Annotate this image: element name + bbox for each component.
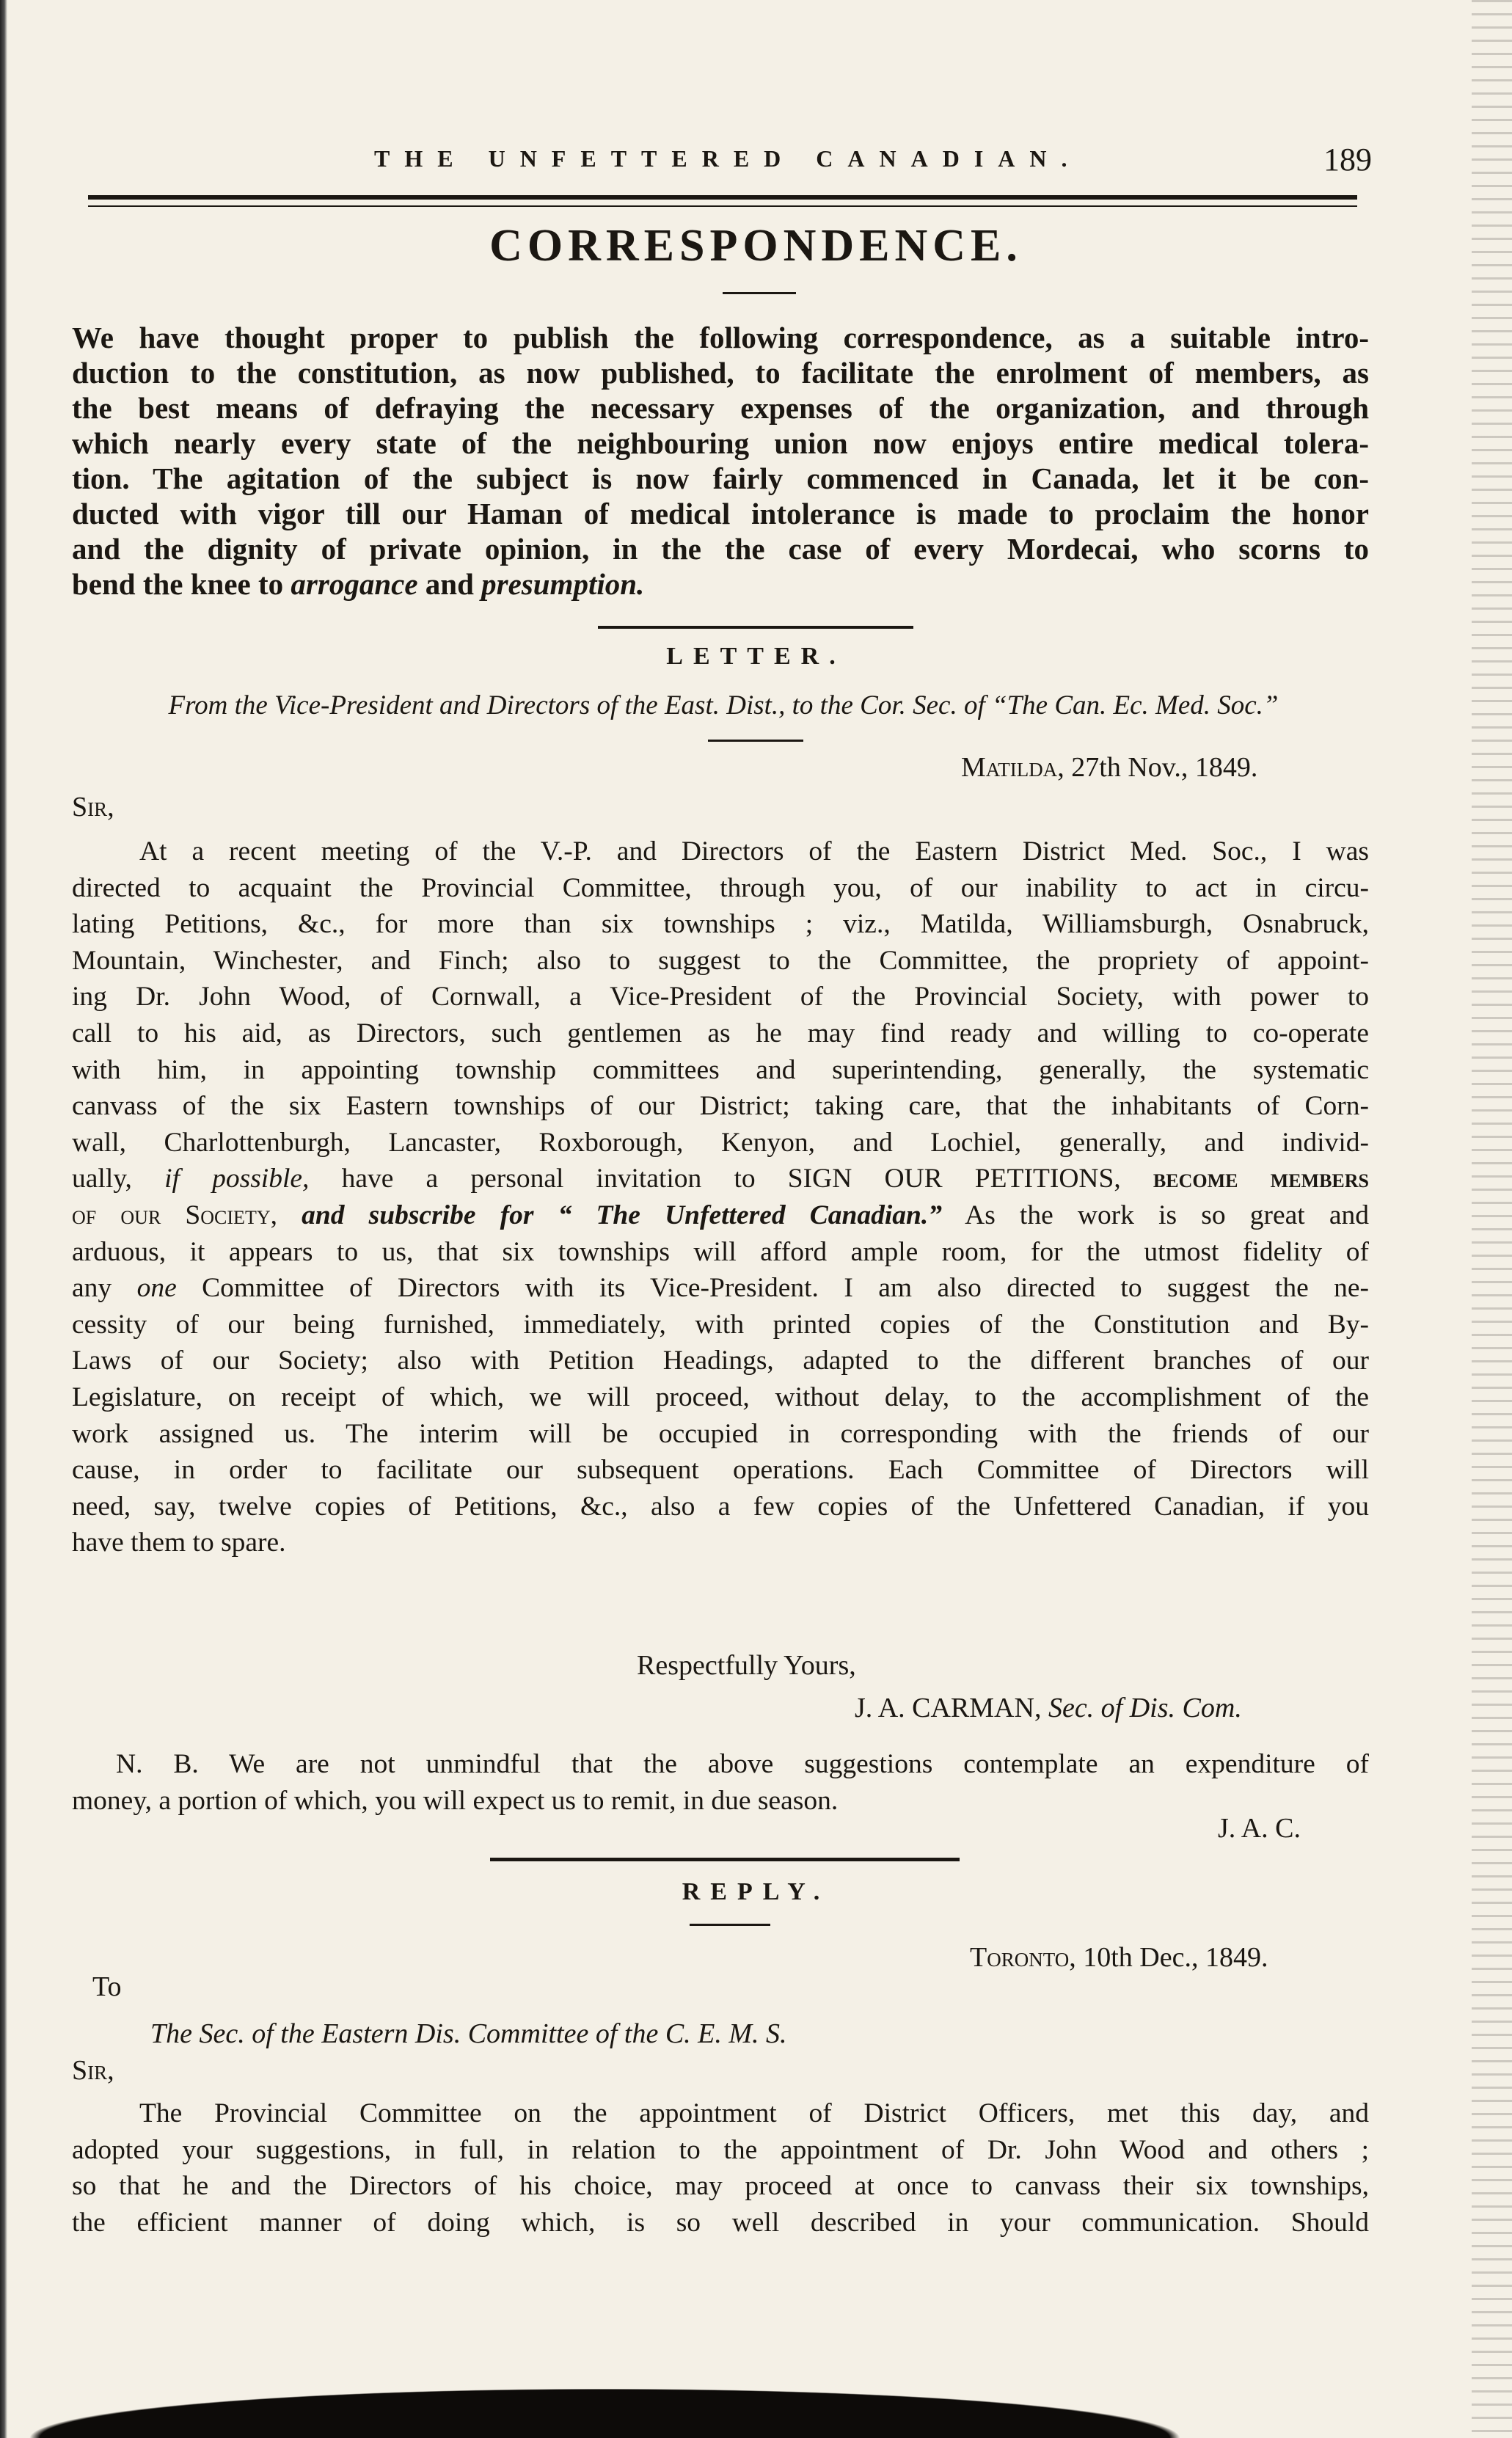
letter-rule-top bbox=[598, 626, 913, 629]
reply-line: the efficient manner of doing which, is so well described in your communication. Should bbox=[72, 2207, 1369, 2238]
letter-line: cause, in order to facilitate our subsequent operations. Each Committee of Directors will bbox=[72, 1455, 1369, 1486]
reply-to: To bbox=[92, 1971, 122, 2002]
letter-line: call to his aid, as Directors, such gentlemen as he may find ready and willing to co-operate bbox=[72, 1018, 1369, 1048]
letter-signature bbox=[855, 1692, 1242, 1724]
reply-date: 10th Dec., 1849. bbox=[1083, 1942, 1268, 1973]
intro-line: We have thought proper to publish the following correspondence, as a suitable intro- bbox=[72, 321, 1369, 354]
letter-text: ually, bbox=[72, 1164, 165, 1194]
letter-line: work assigned us. The interim will be occupied in corresponding with the friends of our bbox=[72, 1418, 1369, 1449]
title-rule bbox=[723, 292, 796, 294]
intro-line: tion. The agitation of the subject is now fairly commenced in Canada, let it be con- bbox=[72, 461, 1369, 495]
signature-title: Sec. of Dis. Com. bbox=[1048, 1693, 1242, 1723]
letter-body bbox=[72, 833, 1369, 1561]
letter-text: have a personal invitation to SIGN OUR PETITIONS, bbox=[309, 1164, 1153, 1194]
signature-name: J. A. CARMAN, bbox=[855, 1693, 1042, 1723]
letter-small-caps: become members bbox=[1153, 1164, 1369, 1194]
letter-italic: and subscribe for bbox=[277, 1200, 558, 1230]
reply-line: The Provincial Committee on the appointment of District Officers, met this day, and bbox=[139, 2098, 1369, 2128]
letter-italic-title: “ The Unfettered Canadian.” bbox=[558, 1200, 943, 1230]
letter-line: Laws of our Society; also with Petition Headings, adapted to the different branches of our bbox=[72, 1346, 1369, 1376]
intro-line: which nearly every state of the neighbouring union now enjoys entire medical tolera- bbox=[72, 426, 1369, 460]
intro-line: ducted with vigor till our Haman of medical intolerance is made to proclaim the honor bbox=[72, 497, 1369, 530]
letter-rule-bottom bbox=[708, 740, 803, 742]
letter-line: have them to spare. bbox=[72, 1528, 286, 1558]
letter-line: ing Dr. John Wood, of Cornwall, a Vice-President of the Provincial Society, with power to bbox=[72, 982, 1369, 1012]
reply-heading: REPLY. bbox=[682, 1878, 830, 1905]
letter-text: any bbox=[72, 1273, 137, 1304]
nb-note bbox=[72, 1746, 1369, 1819]
reply-line: so that he and the Directors of his choice, may proceed at once to canvass their six townships, bbox=[72, 2171, 1369, 2202]
intro-line bbox=[72, 566, 1369, 602]
letter-line: arduous, it appears to us, that six townships will afford ample room, for the utmost fidelity of bbox=[72, 1236, 1369, 1267]
section-title: CORRESPONDENCE. bbox=[489, 221, 1023, 271]
letter-small-caps: of our Society, bbox=[72, 1200, 277, 1230]
reply-salutation: Sir, bbox=[72, 2055, 114, 2086]
letter-text: As the work is so great and bbox=[942, 1200, 1370, 1230]
emphasis-arrogance: arrogance bbox=[291, 567, 418, 601]
intro-line: and the dignity of private opinion, in the the case of every Mordecai, who scorns to bbox=[72, 532, 1369, 566]
letter-subheading: From the Vice-President and Directors of the East. Dist., to the Cor. Sec. of “The Can. Ec. Med. Soc.” bbox=[168, 690, 1279, 720]
reply-rule-top bbox=[490, 1858, 960, 1861]
page-curl-shadow bbox=[0, 2328, 1512, 2438]
letter-line bbox=[72, 1270, 1369, 1307]
letter-line: directed to acquaint the Provincial Committee, through you, of our inability to act in circu- bbox=[72, 872, 1369, 903]
page-number: 189 bbox=[1323, 142, 1372, 178]
letter-line: Legislature, on receipt of which, we will proceed, without delay, to the accomplishment of the bbox=[72, 1382, 1369, 1412]
binding-shadow bbox=[0, 0, 7, 2438]
letter-line: canvass of the six Eastern townships of our District; taking care, that the inhabitants of Corn- bbox=[72, 1091, 1369, 1122]
nb-line: N. B. We are not unmindful that the above suggestions contemplate an expenditure of bbox=[116, 1749, 1369, 1779]
header-rule bbox=[88, 195, 1357, 207]
letter-line: wall, Charlottenburgh, Lancaster, Roxborough, Kenyon, and Lochiel, generally, and individ- bbox=[72, 1127, 1369, 1158]
reply-body bbox=[72, 2095, 1369, 2241]
letter-line bbox=[72, 1161, 1369, 1197]
emphasis-presumption: presumption. bbox=[481, 567, 645, 601]
intro-paragraph bbox=[72, 320, 1369, 602]
letter-place: Matilda, bbox=[961, 752, 1064, 783]
letter-line: with him, in appointing township committees and superintending, generally, the systematic bbox=[72, 1054, 1369, 1085]
reply-dateline bbox=[970, 1941, 1268, 1974]
letter-heading: LETTER. bbox=[666, 643, 846, 670]
letter-salutation: Sir, bbox=[72, 792, 114, 822]
letter-dateline bbox=[961, 751, 1257, 784]
intro-line: the best means of defraying the necessary expenses of the organization, and through bbox=[72, 391, 1369, 425]
letter-line: cessity of our being furnished, immediately, with printed copies of the Constitution and By- bbox=[72, 1309, 1369, 1340]
intro-text: bend the knee to bbox=[72, 567, 291, 601]
intro-line: duction to the constitution, as now published, to facilitate the enrolment of members, as bbox=[72, 356, 1369, 390]
nb-line: money, a portion of which, you will expect us to remit, in due season. bbox=[72, 1785, 839, 1816]
nb-initials: J. A. C. bbox=[1218, 1813, 1301, 1844]
letter-line: Mountain, Winchester, and Finch; also to suggest to the Committee, the propriety of appoint- bbox=[72, 945, 1369, 976]
running-title: THE UNFETTERED CANADIAN. bbox=[374, 145, 1082, 172]
reply-line: adopted your suggestions, in full, in relation to the appointment of Dr. John Wood and others ; bbox=[72, 2134, 1369, 2165]
letter-text: Committee of Directors with its Vice-President. I am also directed to suggest the ne- bbox=[176, 1273, 1369, 1304]
letter-closing: Respectfully Yours, bbox=[637, 1650, 856, 1681]
letter-italic: if possible, bbox=[164, 1164, 310, 1194]
intro-text: and bbox=[417, 567, 482, 601]
letter-date: 27th Nov., 1849. bbox=[1071, 752, 1258, 783]
page-edge-texture bbox=[1472, 0, 1512, 2438]
letter-line bbox=[72, 1197, 1369, 1234]
letter-line: lating Petitions, &c., for more than six townships ; viz., Matilda, Williamsburgh, Osnabruck, bbox=[72, 909, 1369, 940]
reply-rule-bottom bbox=[690, 1924, 770, 1926]
letter-italic: one bbox=[136, 1273, 177, 1304]
letter-line: need, say, twelve copies of Petitions, &c., also a few copies of the Unfettered Canadian, if you bbox=[72, 1491, 1369, 1522]
letter-line: At a recent meeting of the V.-P. and Directors of the Eastern District Med. Soc., I was bbox=[139, 836, 1369, 866]
running-head bbox=[345, 141, 1387, 185]
reply-addressee: The Sec. of the Eastern Dis. Committee of the C. E. M. S. bbox=[150, 2018, 787, 2049]
reply-place: Toronto, bbox=[970, 1942, 1076, 1973]
